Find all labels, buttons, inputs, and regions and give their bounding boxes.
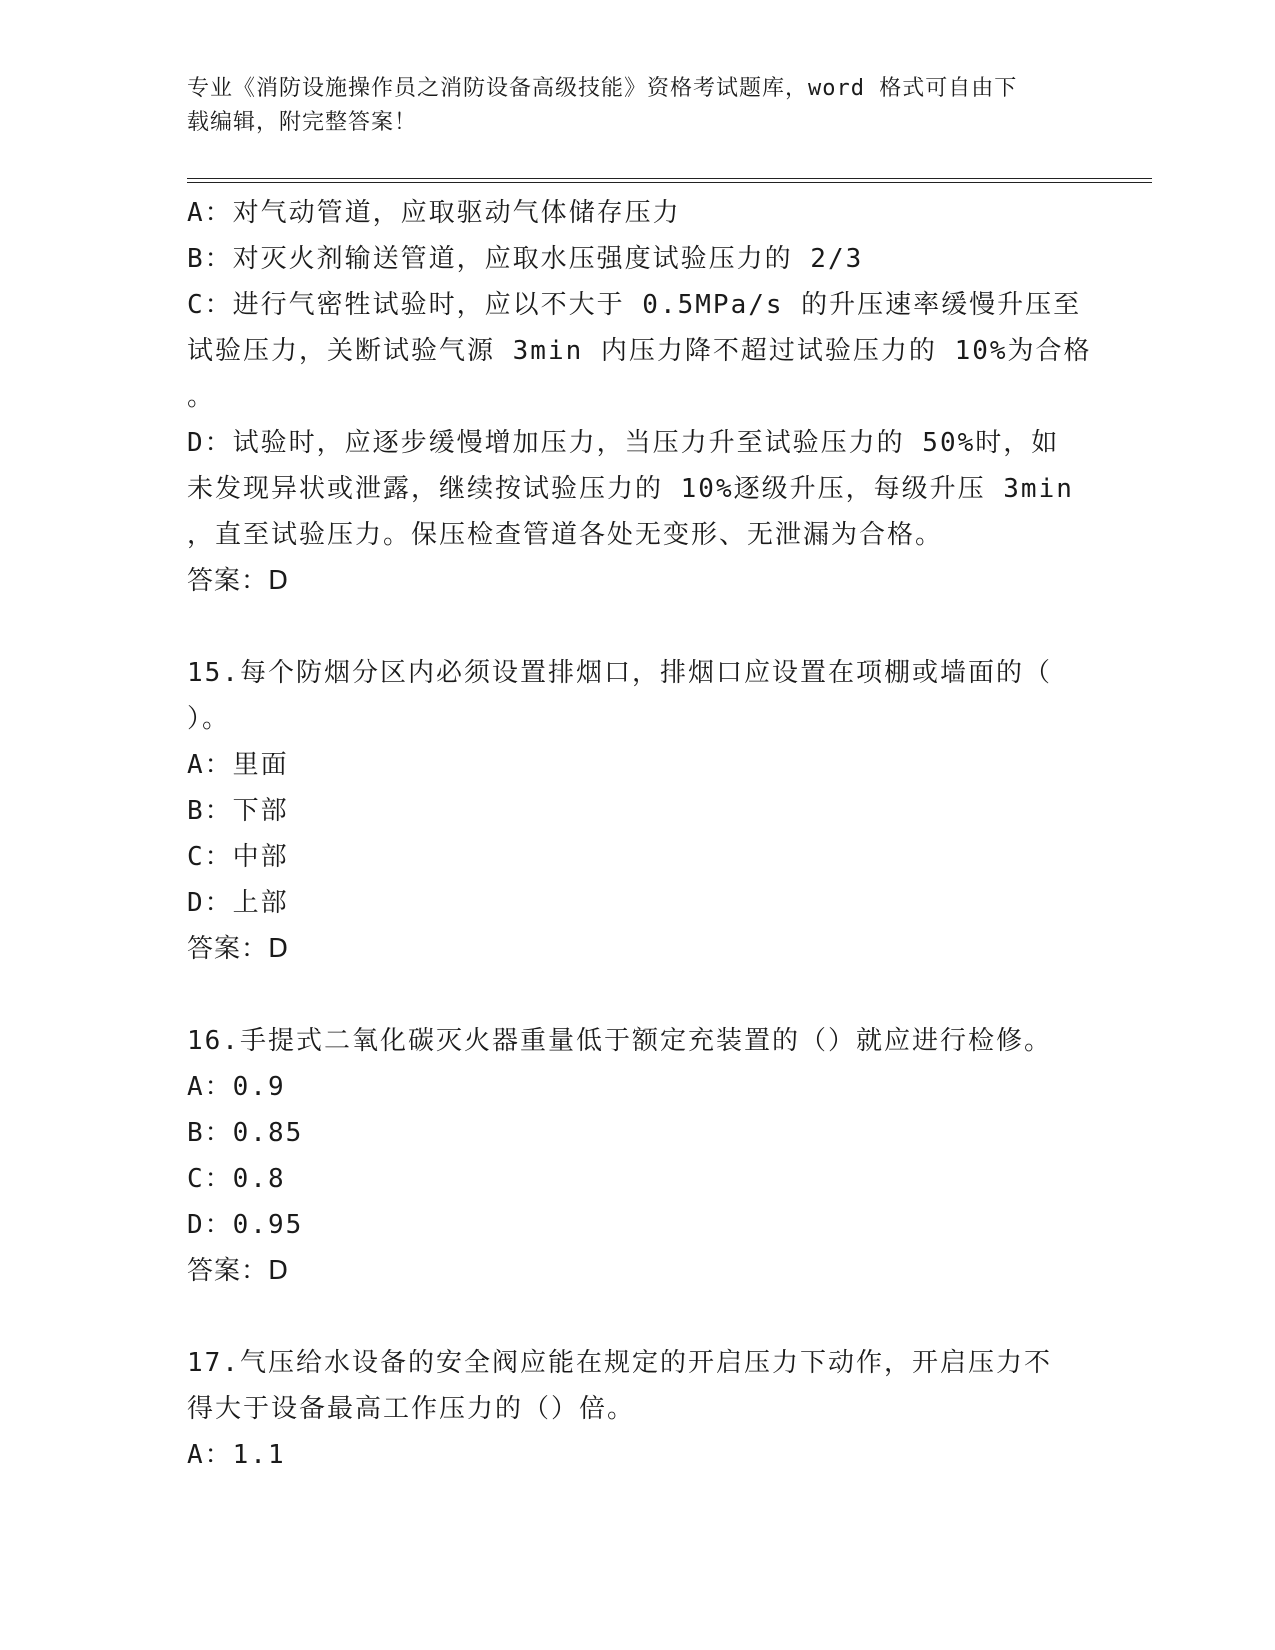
option-a: A：1.1	[187, 1440, 286, 1470]
question-stem-line-1: 15.每个防烟分区内必须设置排烟口，排烟口应设置在项棚或墙面的（	[187, 658, 1052, 688]
option-c-line-1: C：进行气密牲试验时，应以不大于 0.5MPa/s 的升压速率缓慢升压至	[187, 290, 1082, 320]
question-14-block	[187, 190, 1092, 604]
answer-line: 答案：D	[187, 566, 290, 596]
option-a: A：0.9	[187, 1072, 286, 1102]
answer-line: 答案：D	[187, 1256, 290, 1286]
option-d: D：0.95	[187, 1210, 304, 1240]
question-stem-line-1: 16.手提式二氧化碳灭火器重量低于额定充装置的（）就应进行检修。	[187, 1026, 1052, 1056]
spacer	[187, 972, 1087, 1018]
question-stem-line-2: 得大于设备最高工作压力的（）倍。	[187, 1394, 636, 1424]
option-c: C：中部	[187, 842, 289, 872]
option-b: B：0.85	[187, 1118, 304, 1148]
question-stem-line-2: ）。	[187, 704, 231, 734]
question-stem-line-1: 17.气压给水设备的安全阀应能在规定的开启压力下动作，开启压力不	[187, 1348, 1052, 1378]
option-d-line-2: 未发现异状或泄露，继续按试验压力的 10%逐级升压，每级升压 3min	[187, 474, 1074, 504]
option-d-line-3: ，直至试验压力。保压检查管道各处无变形、无泄漏为合格。	[187, 520, 944, 550]
answer-line: 答案：D	[187, 934, 290, 964]
question-17-block	[187, 1340, 1087, 1478]
header-line-1: 专业《消防设施操作员之消防设备高级技能》资格考试题库，word 格式可自由下	[187, 76, 1018, 101]
option-b: B：对灭火剂输送管道，应取水压强度试验压力的 2/3	[187, 244, 864, 274]
option-d: D：上部	[187, 888, 289, 918]
header-rule-bottom	[187, 182, 1152, 183]
question-content	[187, 190, 1092, 1478]
option-a: A：里面	[187, 750, 289, 780]
option-d-line-1: D：试验时，应逐步缓慢增加压力，当压力升至试验压力的 50%时，如	[187, 428, 1060, 458]
spacer	[187, 1294, 1087, 1340]
option-a: A：对气动管道，应取驱动气体储存压力	[187, 198, 681, 228]
question-15-block	[187, 650, 1087, 972]
option-b: B：下部	[187, 796, 289, 826]
option-c: C：0.8	[187, 1164, 286, 1194]
header-rule-top	[187, 178, 1152, 179]
header-line-2: 载编辑，附完整答案！	[187, 110, 418, 135]
option-c-line-2: 试验压力，关断试验气源 3min 内压力降不超过试验压力的 10%为合格	[187, 336, 1092, 366]
spacer	[187, 604, 1087, 650]
option-c-line-3: 。	[187, 382, 216, 412]
document-header	[187, 72, 1067, 140]
question-16-block	[187, 1018, 1087, 1294]
